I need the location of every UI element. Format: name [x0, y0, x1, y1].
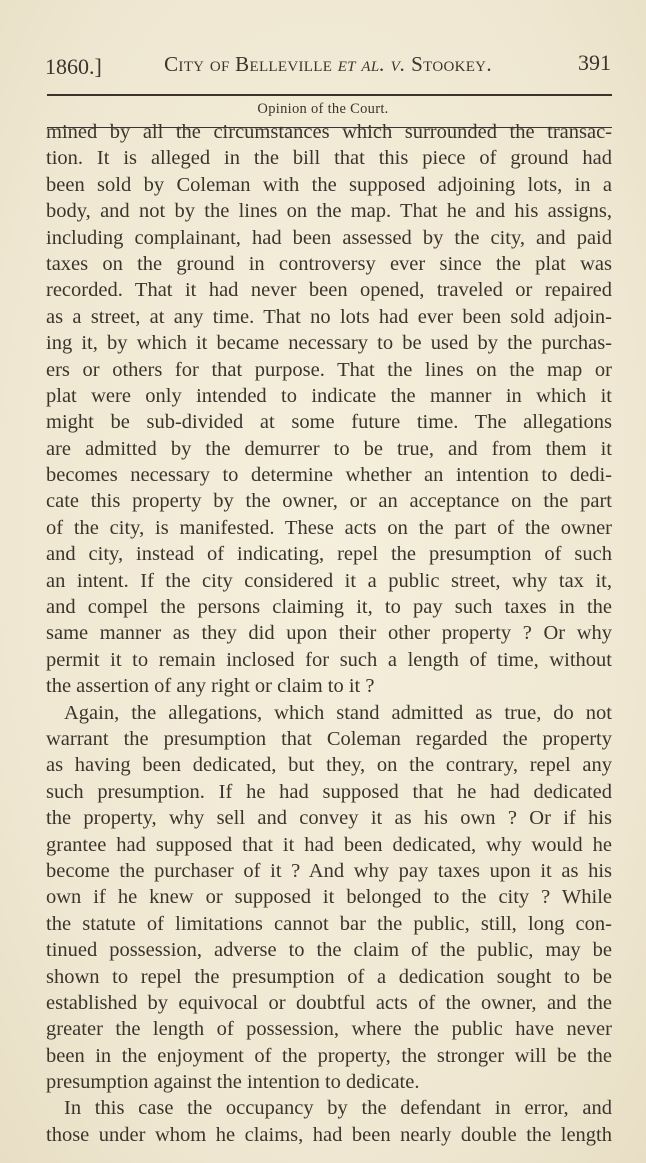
text-line: become the purchaser of it ? And why pay taxes upon it as his [46, 859, 612, 882]
text-line: and city, instead of indicating, repel the presumption of such [46, 543, 612, 566]
text-line: recorded. That it had never been opened, traveled or repaired [46, 279, 612, 302]
text-line: plat were only intended to indicate the manner in which it [46, 384, 612, 407]
text-line: the assertion of any right or claim to it ? [46, 675, 375, 698]
text-line: greater the length of possession, where the public have never [46, 1018, 612, 1041]
text-line: those under whom he claims, had been nearly double the length [46, 1123, 612, 1146]
text-line: ing it, by which it became necessary to be used by the purchas- [46, 332, 612, 355]
text-line: as a street, at any time. That no lots had ever been sold adjoin- [46, 305, 612, 328]
text-line: same manner as they did upon their other property ? Or why [46, 622, 612, 645]
body-text [46, 119, 612, 1148]
text-line: an intent. If the city considered it a public street, why tax it, [46, 569, 612, 592]
text-line: In this case the occupancy by the defendant in error, and [64, 1097, 612, 1120]
text-line: permit it to remain inclosed for such a length of time, without [46, 648, 612, 671]
text-line: presumption against the intention to dedicate. [46, 1071, 420, 1094]
text-line: such presumption. If he had supposed that he had dedicated [46, 780, 612, 803]
text-line: are admitted by the demurrer to be true, and from them it [46, 437, 612, 460]
text-line: of the city, is manifested. These acts on the part of the owner [46, 516, 612, 539]
text-line: as having been dedicated, but they, on the contrary, repel any [46, 754, 612, 777]
running-header [45, 50, 611, 84]
text-line: ers or others for that purpose. That the lines on the map or [46, 358, 612, 381]
case-title-part: City of Belleville [164, 52, 333, 76]
text-line: body, and not by the lines on the map. That he and his assigns, [46, 200, 612, 223]
text-line: shown to repel the presumption of a dedication sought to be [46, 965, 612, 988]
text-line: established by equivocal or doubtful acts of the owner, and the [46, 991, 612, 1014]
text-line: own if he knew or supposed it belonged to the city ? While [46, 886, 612, 909]
year-label: 1860.] [45, 54, 102, 79]
section-heading: Opinion of the Court. [257, 101, 389, 117]
case-title-part: Stookey. [411, 52, 492, 76]
text-line: mined by all the circumstances which surrounded the transac- [46, 121, 612, 143]
text-line: tion. It is alleged in the bill that this piece of ground had [46, 147, 612, 170]
text-line: tinued possession, adverse to the claim of the public, may be [46, 939, 612, 962]
text-line: might be sub-divided at some future time. The allegations [46, 411, 612, 434]
text-line: warrant the presumption that Coleman regarded the property [46, 727, 612, 750]
text-line: and compel the persons claiming it, to pay such taxes in the [46, 596, 612, 619]
text-line: the property, why sell and convey it as his own ? Or if his [46, 807, 612, 830]
case-title [45, 52, 611, 77]
text-line: cate this property by the owner, or an acceptance on the part [46, 490, 612, 513]
text-line: grantee had supposed that it had been dedicated, why would he [46, 833, 612, 856]
text-line: been in the enjoyment of the property, the stronger will be the [46, 1044, 612, 1067]
text-line: been sold by Coleman with the supposed adjoining lots, in a [46, 173, 612, 196]
text-line: Again, the allegations, which stand admitted as true, do not [64, 701, 612, 724]
case-title-italic: et al. v. [337, 52, 406, 76]
page-number: 391 [578, 50, 611, 75]
text-line: including complainant, had been assessed by the city, and paid [46, 226, 612, 249]
text-line: the statute of limitations cannot bar the public, still, long con- [46, 912, 612, 935]
text-line: becomes necessary to determine whether an intention to dedi- [46, 464, 612, 487]
text-line: taxes on the ground in controversy ever since the plat was [46, 252, 612, 275]
header-rule [47, 94, 612, 96]
